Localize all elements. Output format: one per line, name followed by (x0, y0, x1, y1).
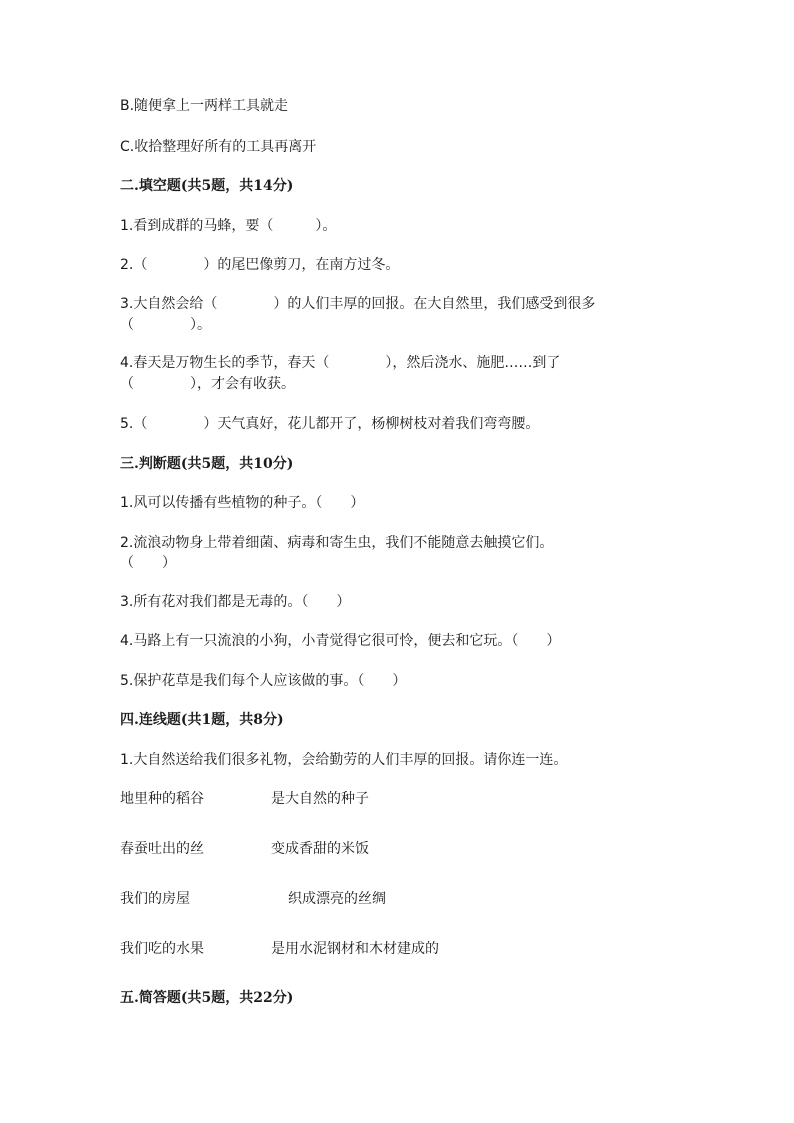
fill-question-2: 2.（ ）的尾巴像剪刀，在南方过冬。 (120, 257, 400, 273)
match-left-item: 春蚕吐出的丝 (120, 841, 204, 857)
judge-question-4: 4.马路上有一只流浪的小狗，小青觉得它很可怜，便去和它玩。（ ） (120, 633, 561, 649)
choice-option-b: B.随便拿上一两样工具就走 (120, 98, 289, 114)
match-right-item: 是大自然的种子 (271, 791, 369, 807)
section-header-match: 四.连线题(共1题，共8分) (120, 712, 284, 728)
fill-question-4: 4.春天是万物生长的季节，春天（ ），然后浇水、施肥……到了 (120, 355, 561, 371)
match-question-1: 1.大自然送给我们很多礼物，会给勤劳的人们丰厚的回报。请你连一连。 (120, 752, 568, 768)
match-right-item: 是用水泥钢材和木材建成的 (271, 941, 439, 957)
fill-question-5: 5.（ ）天气真好，花儿都开了，杨柳树枝对着我们弯弯腰。 (120, 416, 540, 432)
judge-question-1: 1.风可以传播有些植物的种子。（ ） (120, 495, 365, 511)
fill-question-1: 1.看到成群的马蜂，要（ ）。 (120, 218, 337, 234)
match-left-item: 我们吃的水果 (120, 941, 204, 957)
choice-option-c: C.收拾整理好所有的工具再离开 (120, 139, 317, 155)
match-right-item: 变成香甜的米饭 (271, 841, 369, 857)
section-header-fill: 二.填空题(共5题，共14分) (120, 178, 294, 194)
section-header-judge: 三.判断题(共5题，共10分) (120, 456, 294, 472)
fill-question-3-cont: （ ）。 (120, 317, 211, 333)
match-right-item: 织成漂亮的丝绸 (288, 891, 386, 907)
judge-question-2-cont: （ ） (120, 555, 176, 571)
fill-question-3: 3.大自然会给（ ）的人们丰厚的回报。在大自然里，我们感受到很多 (120, 296, 596, 312)
judge-question-2: 2.流浪动物身上带着细菌、病毒和寄生虫，我们不能随意去触摸它们。 (120, 535, 554, 551)
match-left-item: 地里种的稻谷 (120, 791, 204, 807)
fill-question-4-cont: （ ），才会有收获。 (120, 376, 295, 392)
judge-question-3: 3.所有花对我们都是无毒的。（ ） (120, 594, 351, 610)
judge-question-5: 5.保护花草是我们每个人应该做的事。（ ） (120, 673, 407, 689)
section-header-short: 五.简答题(共5题，共22分) (120, 990, 294, 1006)
match-left-item: 我们的房屋 (120, 891, 190, 907)
